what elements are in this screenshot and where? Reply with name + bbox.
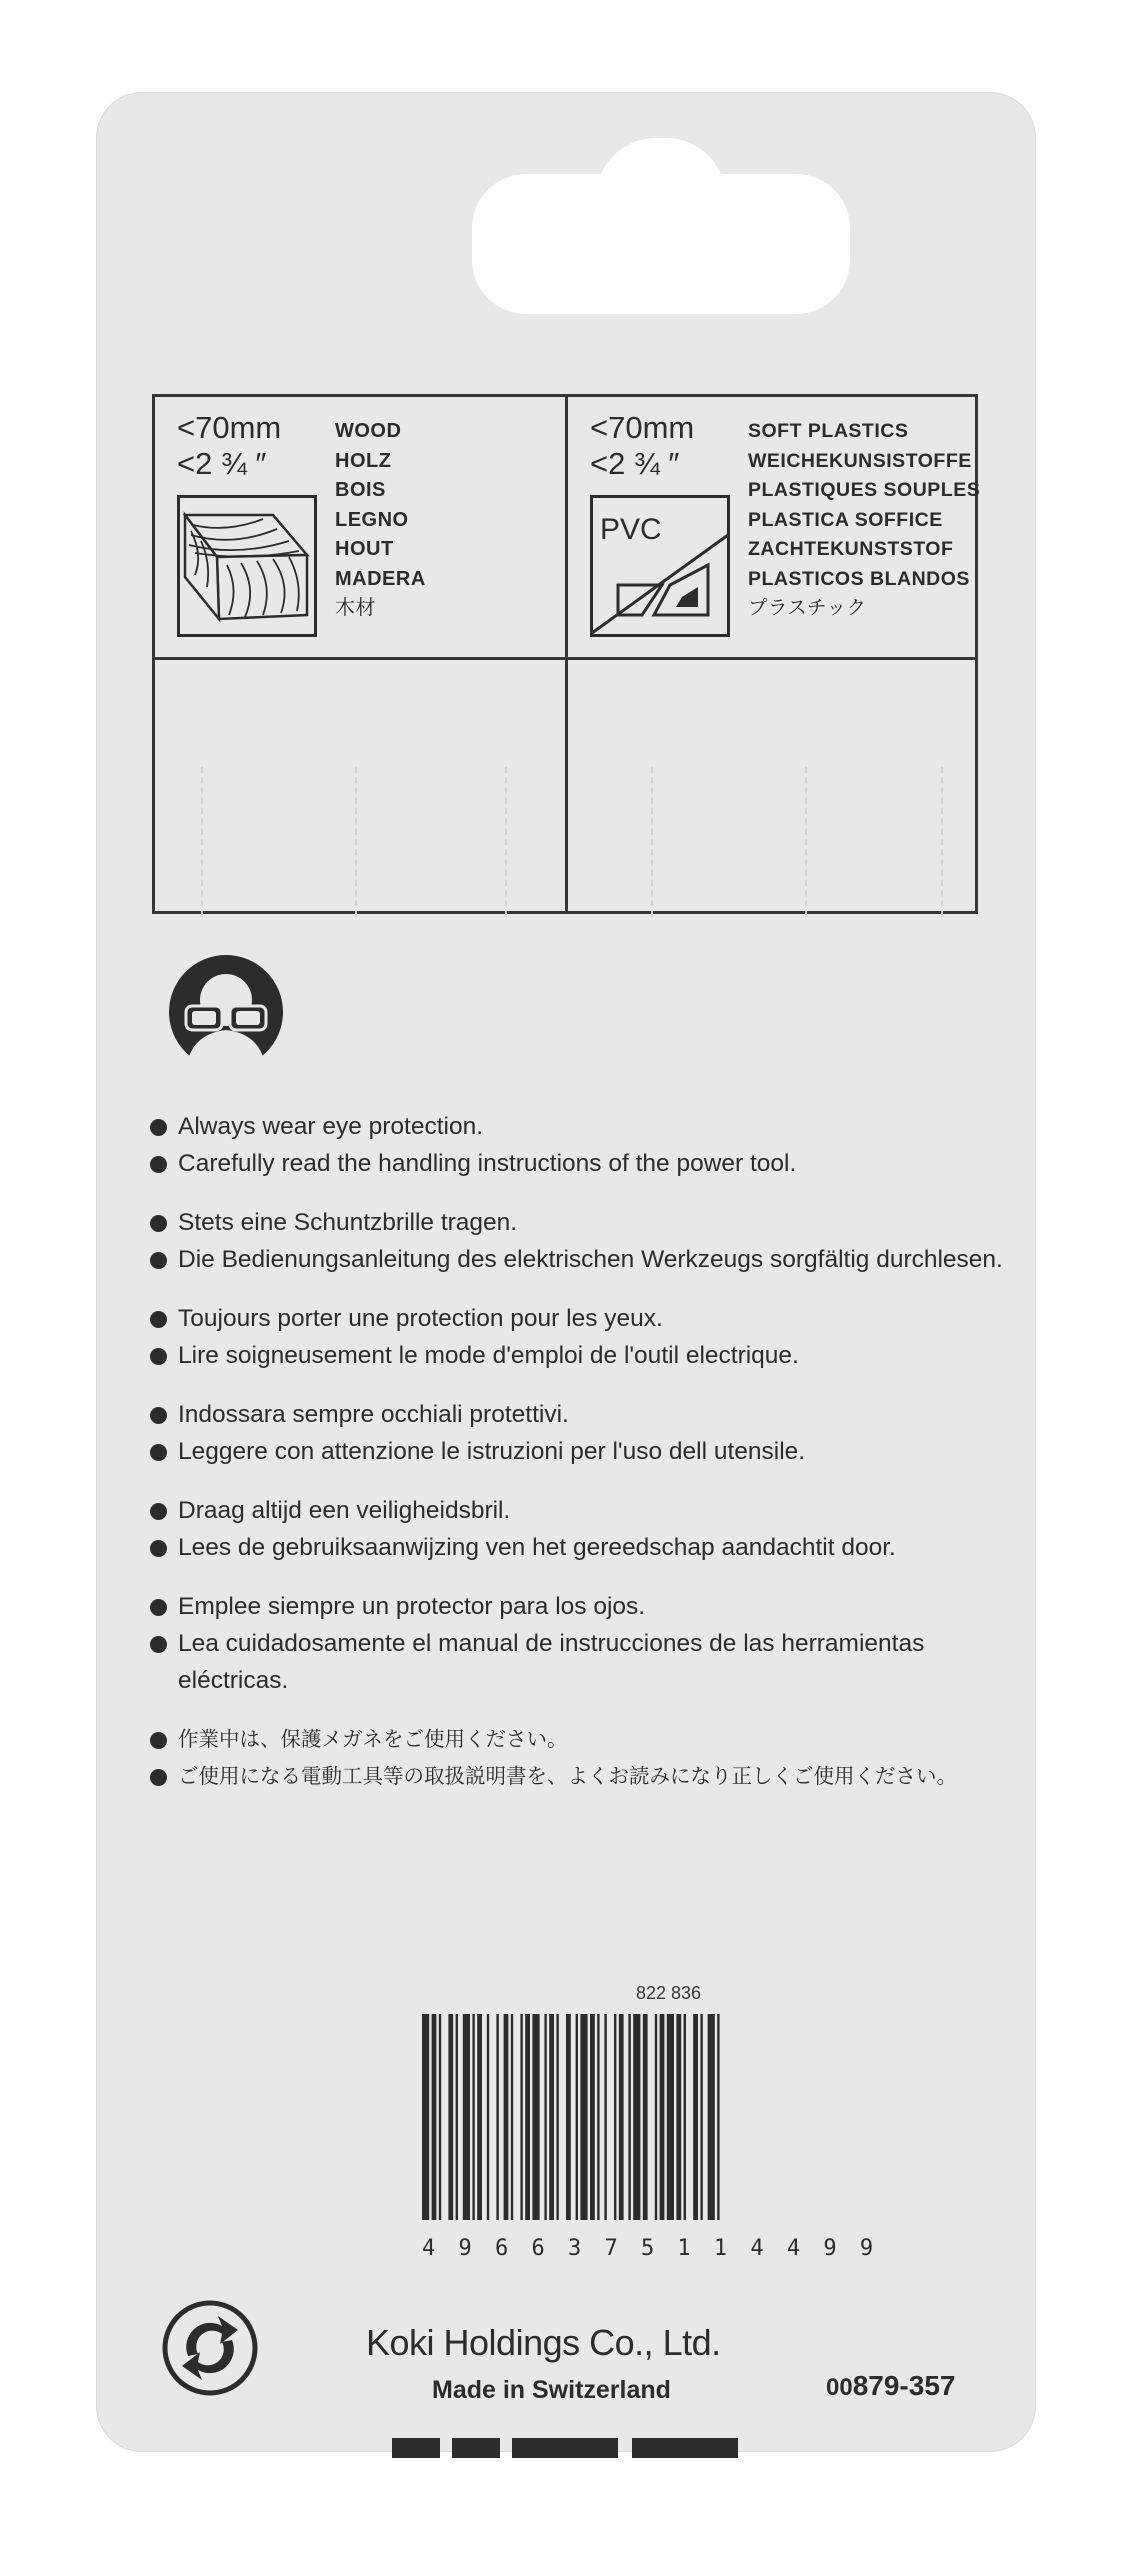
safety-instructions [150, 1108, 1010, 1817]
material-label: BOIS [335, 479, 386, 501]
wood-spec-cell [155, 397, 565, 657]
plastic-depth-mm: <70mm [590, 410, 695, 445]
barcode-bar [655, 2014, 657, 2220]
blade-outline [805, 767, 807, 917]
safety-item: 作業中は、保護メガネをご使用ください。 [150, 1721, 1010, 1758]
material-label: PLASTIQUES SOUPLES [748, 479, 981, 501]
hang-hole [472, 174, 850, 314]
material-label: PLASTICOS BLANDOS [748, 567, 970, 590]
material-label: WEICHEKUNSISTOFFE [748, 449, 972, 472]
barcode-bar [463, 2014, 470, 2220]
material-label: PLASTICA SOFFICE [748, 508, 943, 531]
safety-group-it [150, 1396, 1010, 1470]
barcode-bar [472, 2014, 474, 2220]
pvc-icon [590, 495, 730, 637]
print-mark [512, 2438, 618, 2458]
wood-depth-inch: <2 ¾ ″ [177, 446, 267, 481]
barcode-bar [477, 2014, 482, 2220]
barcode-bar [422, 2014, 429, 2220]
material-label: WOOD [335, 420, 402, 442]
barcode-bar [628, 2014, 630, 2220]
barcode-bar [614, 2014, 616, 2220]
barcode-bar [643, 2014, 648, 2220]
plastic-materials-list [748, 417, 980, 624]
blade-outline [505, 767, 507, 917]
barcode-bar [439, 2014, 441, 2220]
barcode-bar [456, 2014, 458, 2220]
product-code-main: 879-357 [852, 2370, 956, 2401]
barcode-bar [708, 2014, 715, 2220]
barcode-bar [700, 2014, 702, 2220]
barcode-bar [667, 2014, 674, 2220]
safety-item: Draag altijd een veiligheidsbril. [150, 1492, 1010, 1529]
print-mark [632, 2438, 738, 2458]
print-mark [452, 2438, 500, 2458]
blade-outline [201, 767, 203, 917]
safety-group-en [150, 1108, 1010, 1182]
recycle-icon [162, 2300, 258, 2396]
pvc-icon-label: PVC [600, 513, 662, 546]
safety-item: ご使用になる電動工具等の取扱説明書を、よくお読みになり正しくご使用ください。 [150, 1758, 1010, 1795]
barcode-bar [544, 2014, 546, 2220]
barcode-bar [432, 2014, 437, 2220]
barcode-digits: 4 9 6 6 3 7 5 1 1 4 4 9 9 [422, 2236, 879, 2261]
barcode-bar [619, 2014, 624, 2220]
barcode-bar [684, 2014, 686, 2220]
safety-item: Carefully read the handling instructions of the power tool. [150, 1145, 1010, 1182]
company-name: Koki Holdings Co., Ltd. [366, 2322, 721, 2363]
plastic-spec-cell [568, 397, 981, 657]
barcode-bar [590, 2014, 595, 2220]
safety-item: Lire soigneusement le mode d'emploi de l'outil electrique. [150, 1337, 1010, 1374]
material-label: HOUT [335, 538, 394, 560]
material-label: LEGNO [335, 508, 409, 531]
safety-group-de [150, 1204, 1010, 1278]
made-in-label: Made in Switzerland [432, 2376, 671, 2404]
safety-item: Lea cuidadosamente el manual de instrucciones de las herramientas eléctricas. [150, 1625, 1010, 1699]
barcode-bar [448, 2014, 453, 2220]
grid-divider-horizontal [155, 657, 975, 660]
material-label: ZACHTEKUNSTSTOF [748, 538, 954, 560]
barcode-bar [487, 2014, 489, 2220]
product-code [826, 2370, 955, 2402]
barcode-bar [576, 2014, 578, 2220]
material-label: 木材 [335, 597, 376, 619]
barcode-bar [597, 2014, 599, 2220]
blade-outline [355, 767, 357, 917]
barcode-bar [566, 2014, 571, 2220]
barcode-bar [511, 2014, 513, 2220]
safety-item: Always wear eye protection. [150, 1108, 1010, 1145]
eye-protection-icon [168, 954, 284, 1070]
barcode-bar [520, 2014, 522, 2220]
barcode-bar [556, 2014, 558, 2220]
safety-item: Stets eine Schuntzbrille tragen. [150, 1204, 1010, 1241]
safety-group-es [150, 1588, 1010, 1699]
wood-grain-icon [177, 495, 317, 637]
cutting-spec-grid [152, 394, 981, 914]
wood-materials-list [335, 417, 426, 624]
blade-outline [651, 767, 653, 917]
barcode-bar [532, 2014, 539, 2220]
barcode-bar [496, 2014, 498, 2220]
safety-item: Die Bedienungsanleitung des elektrischen Werkzeugs sorgfältig durchlesen. [150, 1241, 1010, 1278]
safety-group-nl [150, 1492, 1010, 1566]
safety-group-fr [150, 1300, 1010, 1374]
ean-barcode [422, 2014, 720, 2234]
material-label: プラスチック [748, 597, 867, 619]
barcode-bar [604, 2014, 606, 2220]
barcode-bar [660, 2014, 665, 2220]
safety-item: Leggere con attenzione le istruzioni per l'uso dell utensile. [150, 1433, 1010, 1470]
safety-group-ja [150, 1721, 1010, 1795]
barcode-bar [525, 2014, 530, 2220]
barcode-bar [549, 2014, 554, 2220]
safety-item: Toujours porter une protection pour les yeux. [150, 1300, 1010, 1337]
barcode-bar [693, 2014, 698, 2220]
material-label: SOFT PLASTICS [748, 420, 909, 442]
safety-item: Indossara sempre occhiali protettivi. [150, 1396, 1010, 1433]
safety-item: Emplee siempre un protector para los ojos. [150, 1588, 1010, 1625]
barcode-bar [504, 2014, 509, 2220]
blade-outline [941, 767, 943, 917]
print-mark [392, 2438, 440, 2458]
material-label: HOLZ [335, 449, 392, 472]
barcode-bar [580, 2014, 587, 2220]
barcode-bar [676, 2014, 681, 2220]
wood-depth-mm: <70mm [177, 410, 282, 445]
article-number: 822 836 [636, 1983, 702, 2003]
material-label: MADERA [335, 567, 426, 590]
plastic-depth-inch: <2 ¾ ″ [590, 446, 680, 481]
barcode-bar [633, 2014, 640, 2220]
product-code-prefix: 00 [826, 2374, 853, 2401]
safety-item: Lees de gebruiksaanwijzing ven het gereedschap aandachtit door. [150, 1529, 1010, 1566]
barcode-bar [717, 2014, 719, 2220]
